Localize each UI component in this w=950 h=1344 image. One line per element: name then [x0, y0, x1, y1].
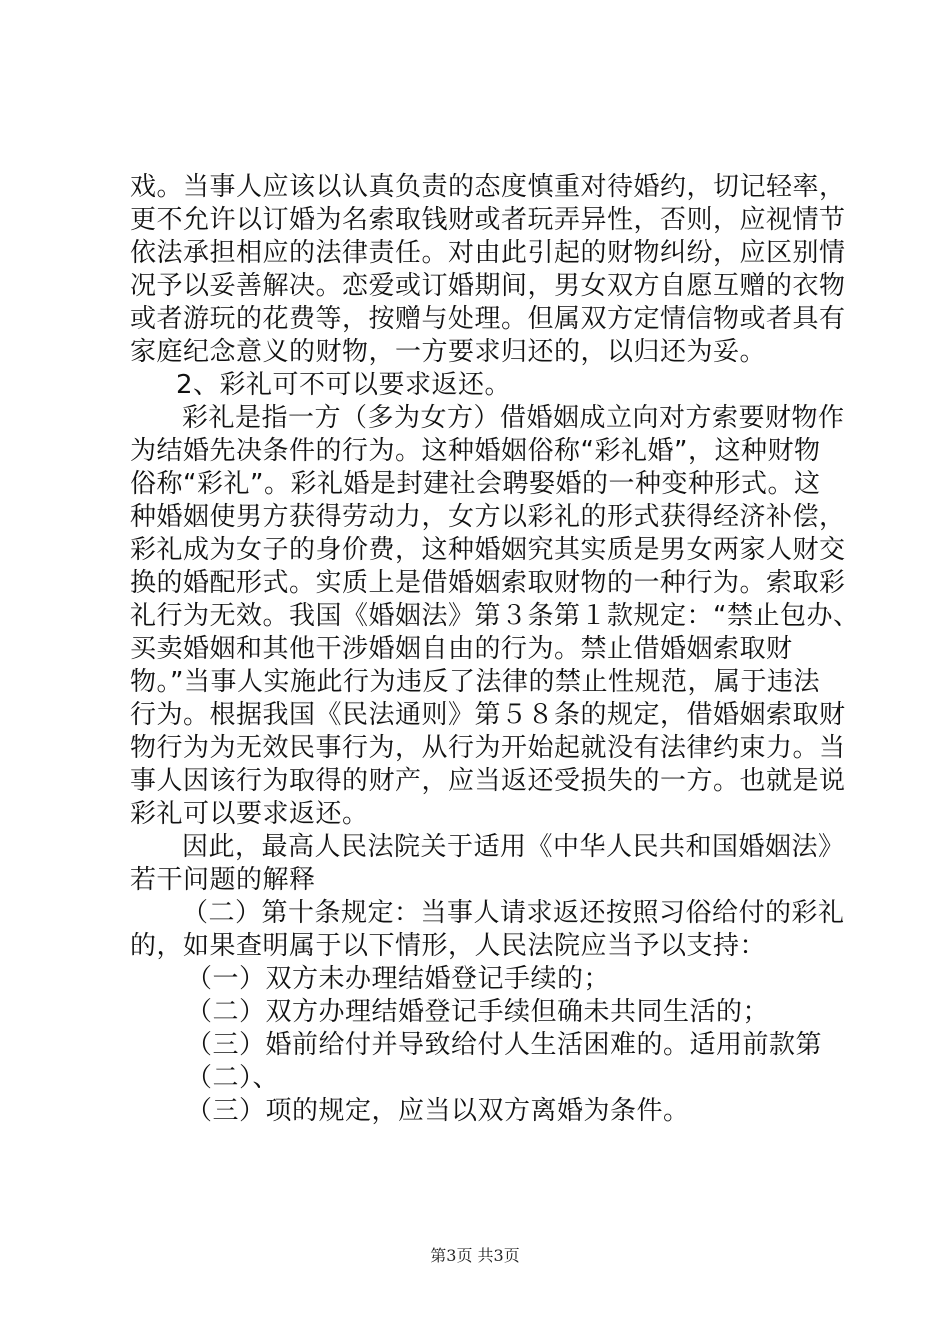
paragraph-line: 物。”当事人实施此行为违反了法律的禁止性规范，属于违法 [130, 667, 820, 697]
paragraph-line: 买卖婚姻和其他干涉婚姻自由的行为。禁止借婚姻索取财 [130, 634, 793, 664]
paragraph-line: 彩礼可以要求返还。 [130, 799, 369, 829]
paragraph-line: 为结婚先决条件的行为。这种婚姻俗称“彩礼婚”，这种财物 [130, 436, 821, 466]
paragraph-line: （二）第十条规定：当事人请求返还按照习俗给付的彩礼 [182, 898, 845, 928]
list-item: （二）双方办理结婚登记手续但确未共同生活的； [186, 997, 770, 1027]
paragraph-line: 更不允许以订婚为名索取钱财或者玩弄异性，否则，应视情节 [130, 205, 846, 235]
list-item: （二）、 [186, 1063, 280, 1093]
paragraph-line: 行为。根据我国《民法通则》第５８条的规定，借婚姻索取财 [130, 700, 846, 730]
list-item: （三）项的规定，应当以双方离婚为条件。 [186, 1096, 690, 1126]
document-body [130, 171, 860, 1128]
page-footer: 第3页 共3页 [430, 1246, 520, 1265]
list-item: （一）双方未办理结婚登记手续的； [186, 964, 611, 994]
paragraph-line: 彩礼成为女子的身价费，这种婚姻究其实质是男女两家人财交 [130, 535, 846, 565]
paragraph-line: 物行为为无效民事行为，从行为开始起就没有法律约束力。当 [130, 733, 846, 763]
paragraph-line: 况予以妥善解决。恋爱或订婚期间，男女双方自愿互赠的衣物 [130, 271, 846, 301]
paragraph-line: 戏。当事人应该以认真负责的态度慎重对待婚约，切记轻率， [130, 172, 846, 202]
paragraph-line: 依法承担相应的法律责任。对由此引起的财物纠纷，应区别情 [130, 238, 846, 268]
paragraph-line: 礼行为无效。我国《婚姻法》第３条第１款规定：“禁止包办、 [130, 601, 860, 631]
paragraph-line: 若干问题的解释 [130, 865, 316, 895]
paragraph-line: 彩礼是指一方（多为女方）借婚姻成立向对方索要财物作 [182, 403, 845, 433]
paragraph-line: 事人因该行为取得的财产，应当返还受损失的一方。也就是说 [130, 766, 846, 796]
paragraph-line: 俗称“彩礼”。彩礼婚是封建社会聘娶婚的一种变种形式。这 [130, 469, 821, 499]
paragraph-line: 种婚姻使男方获得劳动力，女方以彩礼的形式获得经济补偿， [130, 502, 846, 532]
paragraph-line: 或者游玩的花费等，按赠与处理。但属双方定情信物或者具有 [130, 304, 846, 334]
paragraph-line: 的，如果查明属于以下情形，人民法院应当予以支持： [130, 931, 767, 961]
section-heading: 2、彩礼可不可以要求返还。 [176, 370, 512, 400]
paragraph-line: 因此，最高人民法院关于适用《中华人民共和国婚姻法》 [182, 832, 845, 862]
list-item: （三）婚前给付并导致给付人生活困难的。适用前款第 [186, 1030, 823, 1060]
paragraph-line: 换的婚配形式。实质上是借婚姻索取财物的一种行为。索取彩 [130, 568, 846, 598]
paragraph-line: 家庭纪念意义的财物，一方要求归还的，以归还为妥。 [130, 337, 767, 367]
